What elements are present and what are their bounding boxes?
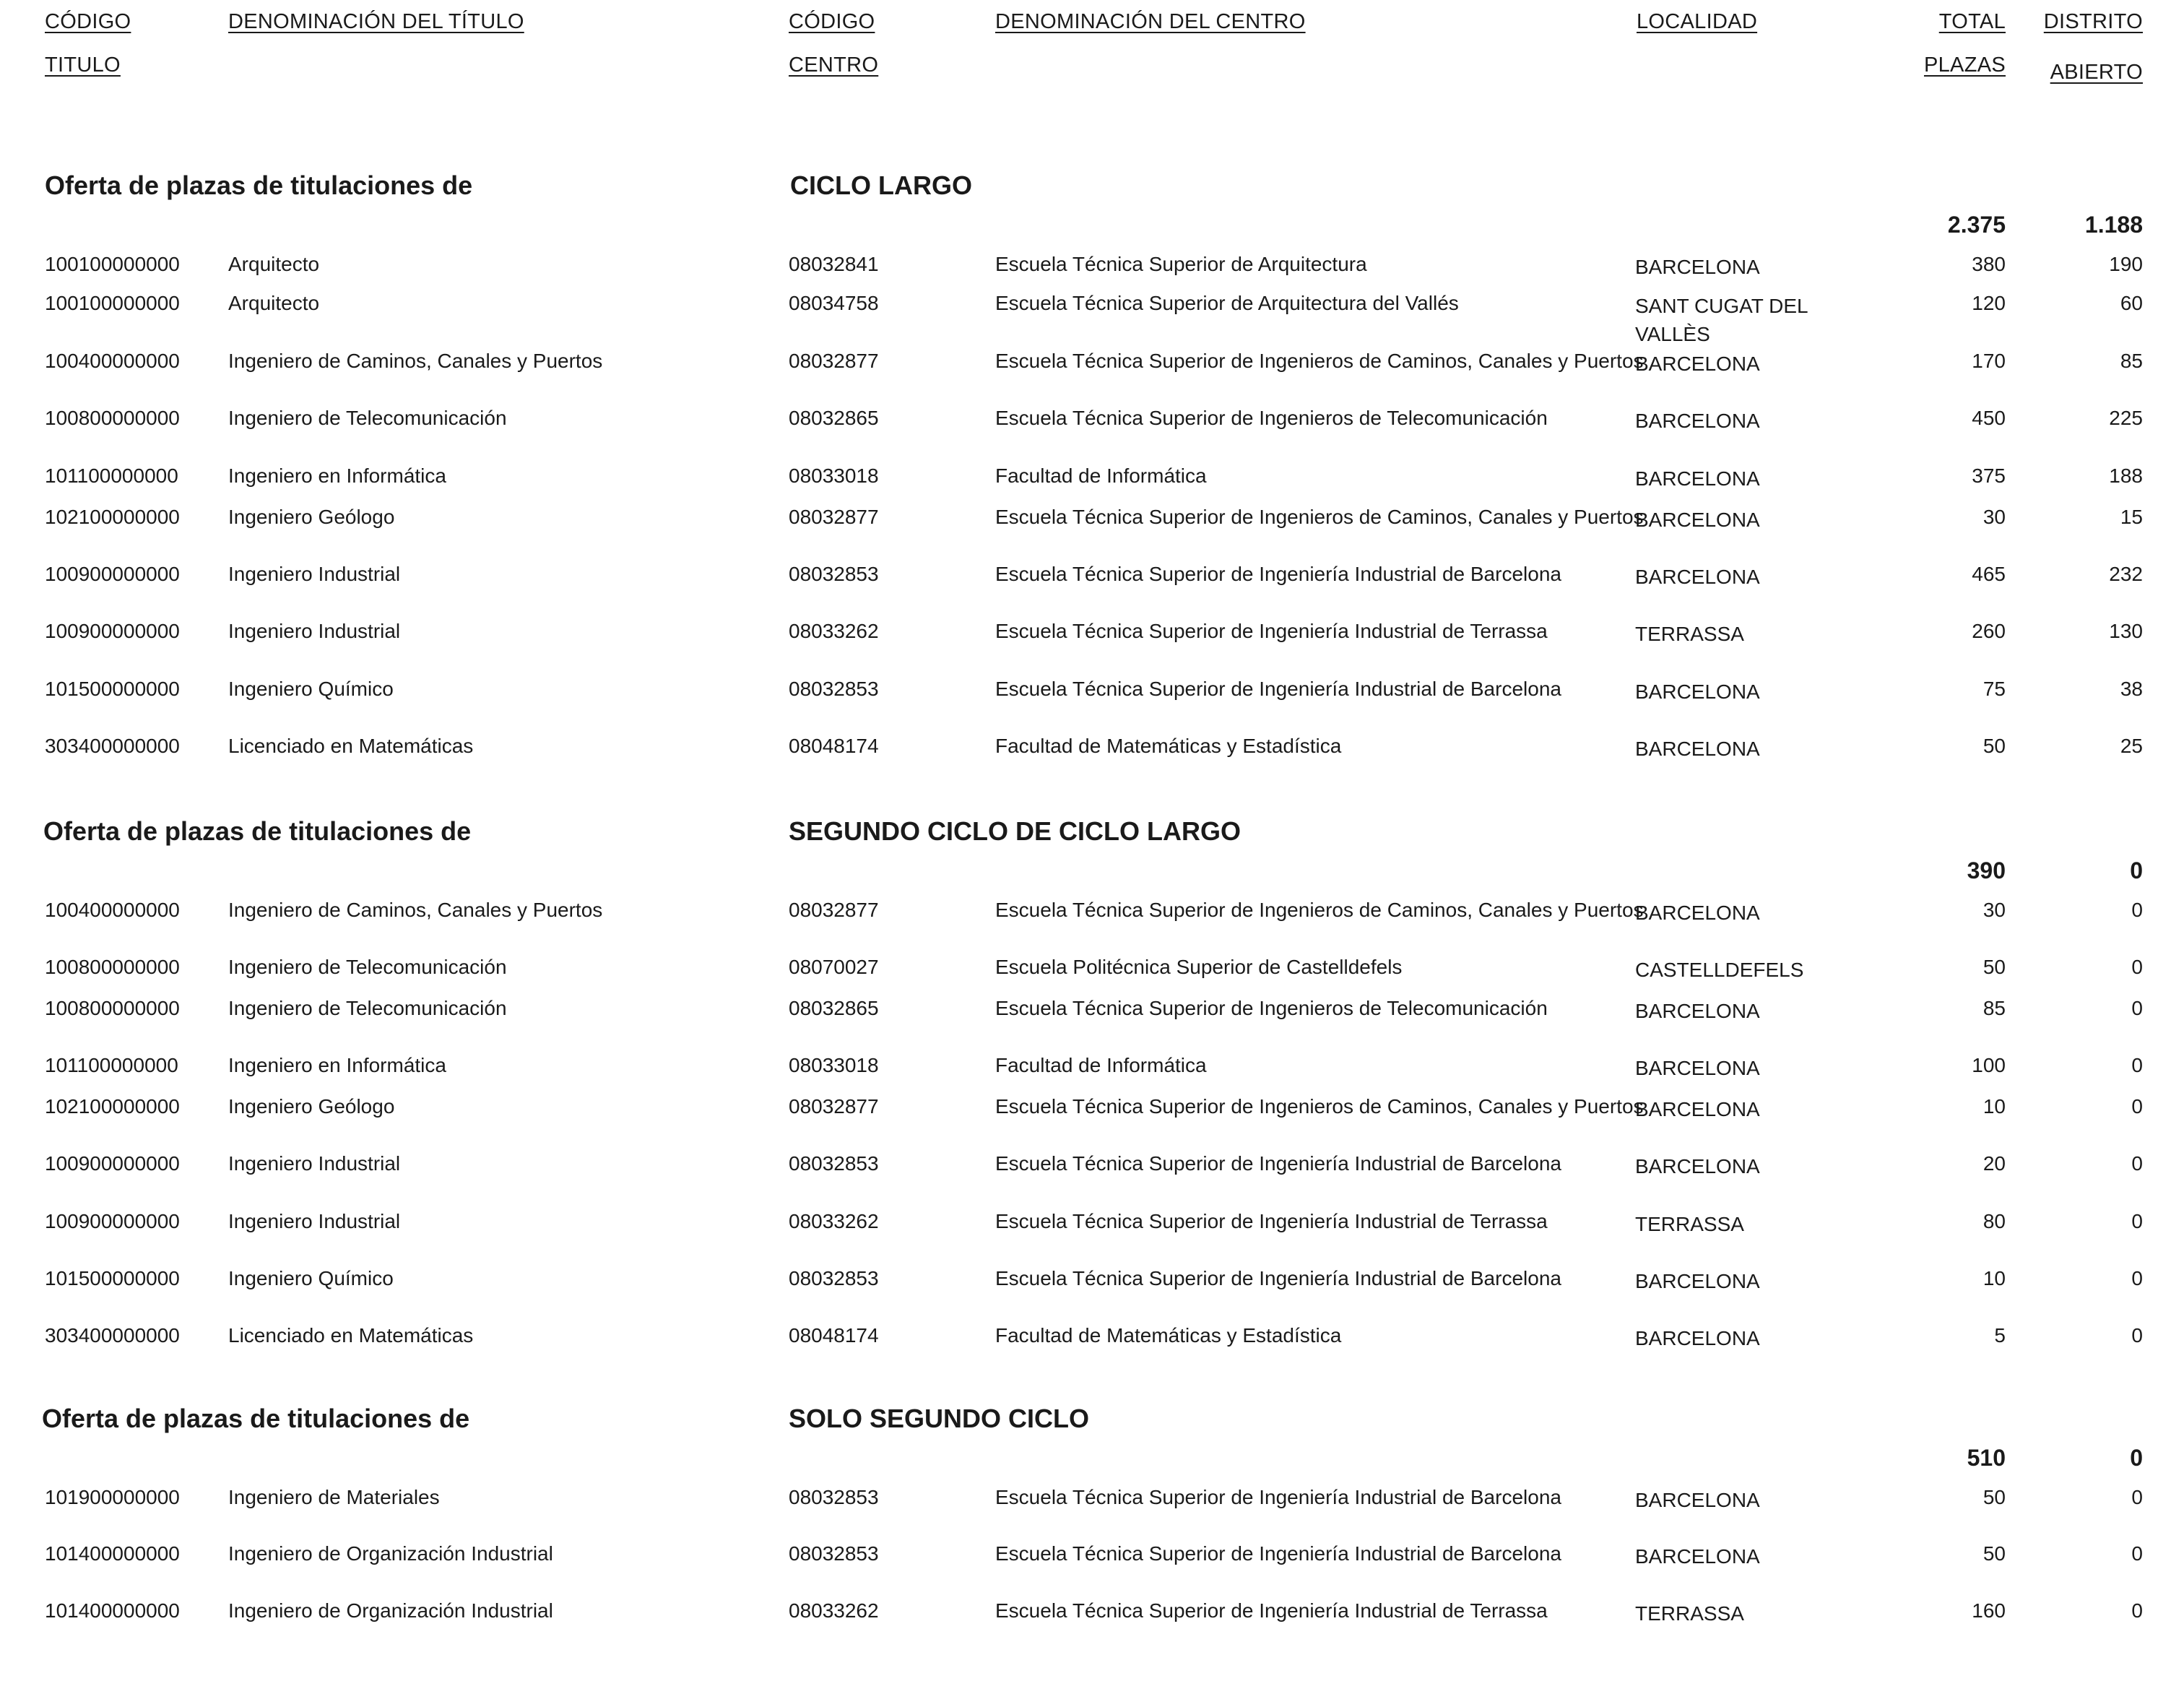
row-locality: BARCELONA	[1635, 1489, 1760, 1511]
row-distrito-abierto: 0	[2131, 1542, 2143, 1565]
row-degree-title: Ingeniero de Materiales	[228, 1486, 440, 1508]
row-centre-name: Escuela Técnica Superior de Ingeniería Industrial de Barcelona	[995, 1152, 1561, 1175]
row-code: 100800000000	[45, 997, 180, 1019]
row-total-plazas: 465	[1972, 563, 2006, 585]
row-centre-name: Facultad de Informática	[995, 1054, 1207, 1076]
row-total-plazas: 380	[1972, 253, 2006, 275]
row-total-plazas: 75	[1982, 678, 2006, 700]
row-code: 102100000000	[45, 1095, 180, 1118]
row-code: 101500000000	[45, 1267, 180, 1289]
table-row	[0, 956, 2184, 996]
section-total-plazas: 390	[1967, 857, 2006, 883]
table-row	[0, 1267, 2184, 1308]
row-total-plazas: 450	[1972, 407, 2006, 429]
row-code: 100800000000	[45, 407, 180, 429]
row-centre-code: 08034758	[789, 292, 879, 314]
row-centre-name: Escuela Politécnica Superior de Castelldefels	[995, 956, 1403, 978]
header-plazas: PLAZAS	[1923, 53, 2006, 77]
table-row	[0, 1542, 2184, 1583]
row-locality: TERRASSA	[1635, 623, 1744, 645]
row-locality: BARCELONA	[1635, 1327, 1760, 1349]
table-row	[0, 1486, 2184, 1526]
table-row	[0, 1324, 2184, 1365]
row-locality: BARCELONA	[1635, 902, 1760, 924]
row-centre-code: 08032853	[789, 1542, 879, 1565]
row-code: 303400000000	[45, 735, 180, 757]
row-total-plazas: 10	[1982, 1095, 2006, 1118]
row-code: 100800000000	[45, 956, 180, 978]
section-label: Oferta de plazas de titulaciones de	[45, 170, 473, 200]
row-code: 303400000000	[45, 1324, 180, 1347]
row-distrito-abierto: 0	[2131, 1599, 2143, 1622]
row-degree-title: Ingeniero en Informática	[228, 1054, 446, 1076]
row-centre-name: Escuela Técnica Superior de Ingenieros de Caminos, Canales y Puertos	[995, 899, 1644, 921]
row-centre-code: 08032877	[789, 1095, 879, 1118]
row-degree-title: Ingeniero de Telecomunicación	[228, 956, 507, 978]
row-centre-name: Escuela Técnica Superior de Ingenieros de Caminos, Canales y Puertos	[995, 506, 1644, 528]
row-degree-title: Arquitecto	[228, 292, 320, 314]
row-centre-name: Escuela Técnica Superior de Ingeniería Industrial de Barcelona	[995, 563, 1561, 585]
row-locality: BARCELONA	[1635, 1545, 1760, 1568]
row-centre-name: Escuela Técnica Superior de Ingeniería Industrial de Barcelona	[995, 1542, 1561, 1565]
row-distrito-abierto: 0	[2131, 997, 2143, 1019]
table-row	[0, 407, 2184, 447]
row-total-plazas: 20	[1982, 1152, 2006, 1175]
row-degree-title: Ingeniero Industrial	[228, 1210, 401, 1232]
row-locality: BARCELONA	[1635, 410, 1760, 432]
table-row	[0, 350, 2184, 390]
row-total-plazas: 120	[1972, 292, 2006, 314]
row-total-plazas: 50	[1982, 956, 2006, 978]
row-code: 100900000000	[45, 1152, 180, 1175]
row-centre-name: Escuela Técnica Superior de Ingeniería Industrial de Terrassa	[995, 1210, 1548, 1232]
row-code: 100100000000	[45, 292, 180, 314]
table-row	[0, 253, 2184, 293]
row-locality: TERRASSA	[1635, 1602, 1744, 1625]
table-row	[0, 1095, 2184, 1136]
row-locality: BARCELONA	[1635, 467, 1760, 490]
row-degree-title: Ingeniero Geólogo	[228, 506, 395, 528]
row-total-plazas: 10	[1982, 1267, 2006, 1289]
row-distrito-abierto: 0	[2131, 899, 2143, 921]
row-centre-name: Escuela Técnica Superior de Ingeniería Industrial de Barcelona	[995, 1486, 1561, 1508]
row-degree-title: Ingeniero de Telecomunicación	[228, 997, 507, 1019]
row-total-plazas: 30	[1982, 899, 2006, 921]
row-degree-title: Ingeniero de Organización Industrial	[228, 1599, 553, 1622]
row-degree-title: Ingeniero en Informática	[228, 464, 446, 487]
row-code: 101500000000	[45, 678, 180, 700]
row-distrito-abierto: 0	[2131, 1095, 2143, 1118]
row-locality: TERRASSA	[1635, 1213, 1744, 1235]
row-degree-title: Ingeniero Químico	[228, 678, 394, 700]
row-centre-code: 08032853	[789, 1486, 879, 1508]
row-distrito-abierto: 188	[2109, 464, 2143, 487]
row-locality: BARCELONA	[1635, 680, 1760, 703]
row-code: 100900000000	[45, 1210, 180, 1232]
row-centre-name: Escuela Técnica Superior de Ingeniería Industrial de Terrassa	[995, 1599, 1548, 1622]
row-code: 100900000000	[45, 620, 180, 642]
table-row	[0, 735, 2184, 775]
row-distrito-abierto: 25	[2120, 735, 2143, 757]
row-total-plazas: 160	[1972, 1599, 2006, 1622]
row-distrito-abierto: 0	[2131, 1486, 2143, 1508]
row-centre-code: 08032853	[789, 1267, 879, 1289]
row-degree-title: Arquitecto	[228, 253, 320, 275]
row-degree-title: Ingeniero Industrial	[228, 1152, 401, 1175]
row-degree-title: Ingeniero Industrial	[228, 563, 401, 585]
row-centre-name: Escuela Técnica Superior de Ingeniería Industrial de Terrassa	[995, 620, 1548, 642]
row-total-plazas: 30	[1982, 506, 2006, 528]
row-centre-name: Escuela Técnica Superior de Ingenieros de Caminos, Canales y Puertos	[995, 1095, 1644, 1118]
row-centre-code: 08048174	[789, 735, 879, 757]
row-total-plazas: 85	[1982, 997, 2006, 1019]
row-locality: CASTELLDEFELS	[1635, 959, 1804, 981]
row-locality: SANT CUGAT DEL VALLÈS	[1635, 295, 1808, 345]
header-localidad: LOCALIDAD	[1637, 10, 1758, 33]
row-centre-name: Escuela Técnica Superior de Ingenieros de Caminos, Canales y Puertos	[995, 350, 1644, 372]
row-centre-name: Escuela Técnica Superior de Ingenieros de Telecomunicación	[995, 407, 1548, 429]
section-total-distrito: 0	[2130, 1445, 2143, 1471]
row-centre-code: 08032865	[789, 997, 879, 1019]
row-distrito-abierto: 232	[2109, 563, 2143, 585]
row-centre-code: 08032877	[789, 899, 879, 921]
section-type: SEGUNDO CICLO DE CICLO LARGO	[789, 816, 1242, 846]
row-degree-title: Licenciado en Matemáticas	[228, 735, 474, 757]
row-degree-title: Ingeniero de Telecomunicación	[228, 407, 507, 429]
row-centre-code: 08033018	[789, 464, 879, 487]
table-row	[0, 292, 2184, 345]
row-total-plazas: 80	[1982, 1210, 2006, 1232]
section-type: CICLO LARGO	[790, 170, 972, 200]
header-denominacion-centro: DENOMINACIÓN DEL CENTRO	[995, 10, 1306, 33]
table-row	[0, 506, 2184, 546]
table-row	[0, 620, 2184, 660]
row-distrito-abierto: 190	[2109, 253, 2143, 275]
row-centre-code: 08033262	[789, 1210, 879, 1232]
header-total: TOTAL	[1938, 10, 2006, 33]
row-distrito-abierto: 0	[2131, 1324, 2143, 1347]
row-total-plazas: 375	[1972, 464, 2006, 487]
row-code: 100100000000	[45, 253, 180, 275]
row-degree-title: Licenciado en Matemáticas	[228, 1324, 474, 1347]
row-centre-code: 08033262	[789, 620, 879, 642]
row-centre-code: 08048174	[789, 1324, 879, 1347]
table-row	[0, 1210, 2184, 1250]
header-denominacion-titulo: DENOMINACIÓN DEL TÍTULO	[228, 10, 524, 33]
section-label: Oferta de plazas de titulaciones de	[42, 1404, 470, 1433]
row-distrito-abierto: 15	[2120, 506, 2143, 528]
row-distrito-abierto: 0	[2131, 1210, 2143, 1232]
row-locality: BARCELONA	[1635, 509, 1760, 531]
row-distrito-abierto: 60	[2120, 292, 2143, 314]
table-row	[0, 563, 2184, 603]
table-row	[0, 1054, 2184, 1094]
header-centro: CENTRO	[789, 53, 879, 77]
row-centre-code: 08032841	[789, 253, 879, 275]
row-total-plazas: 100	[1972, 1054, 2006, 1076]
section-total-distrito: 1.188	[2084, 212, 2143, 238]
row-code: 100400000000	[45, 350, 180, 372]
row-centre-name: Escuela Técnica Superior de Arquitectura	[995, 253, 1367, 275]
row-total-plazas: 50	[1982, 1542, 2006, 1565]
row-centre-code: 08032865	[789, 407, 879, 429]
row-centre-code: 08032853	[789, 1152, 879, 1175]
row-code: 101400000000	[45, 1599, 180, 1622]
row-centre-code: 08032877	[789, 506, 879, 528]
row-centre-name: Escuela Técnica Superior de Ingenieros de Telecomunicación	[995, 997, 1548, 1019]
row-locality: BARCELONA	[1635, 1000, 1760, 1022]
row-degree-title: Ingeniero Geólogo	[228, 1095, 395, 1118]
row-distrito-abierto: 130	[2109, 620, 2143, 642]
row-degree-title: Ingeniero Químico	[228, 1267, 394, 1289]
row-distrito-abierto: 0	[2131, 1267, 2143, 1289]
row-total-plazas: 50	[1982, 735, 2006, 757]
row-centre-name: Facultad de Informática	[995, 464, 1207, 487]
section-total-distrito: 0	[2130, 857, 2143, 883]
row-locality: BARCELONA	[1635, 1098, 1760, 1120]
row-total-plazas: 260	[1972, 620, 2006, 642]
table-row	[0, 678, 2184, 718]
row-centre-code: 08032853	[789, 563, 879, 585]
table-row	[0, 1599, 2184, 1640]
row-locality: BARCELONA	[1635, 738, 1760, 760]
section-type: SOLO SEGUNDO CICLO	[789, 1404, 1090, 1433]
row-centre-code: 08032877	[789, 350, 879, 372]
header-titulo: TITULO	[45, 53, 121, 77]
row-distrito-abierto: 0	[2131, 956, 2143, 978]
row-degree-title: Ingeniero Industrial	[228, 620, 401, 642]
row-centre-name: Escuela Técnica Superior de Ingeniería Industrial de Barcelona	[995, 678, 1561, 700]
header-distrito: DISTRITO	[2043, 10, 2143, 33]
table-row	[0, 899, 2184, 939]
section-total-plazas: 2.375	[1947, 212, 2006, 238]
row-total-plazas: 170	[1972, 350, 2006, 372]
row-distrito-abierto: 225	[2109, 407, 2143, 429]
row-distrito-abierto: 0	[2131, 1152, 2143, 1175]
row-locality: BARCELONA	[1635, 256, 1760, 278]
row-degree-title: Ingeniero de Caminos, Canales y Puertos	[228, 899, 603, 921]
row-code: 101900000000	[45, 1486, 180, 1508]
row-centre-code: 08032853	[789, 678, 879, 700]
row-code: 101100000000	[45, 1054, 178, 1076]
row-centre-name: Escuela Técnica Superior de Arquitectura del Vallés	[995, 292, 1459, 314]
row-degree-title: Ingeniero de Organización Industrial	[228, 1542, 553, 1565]
row-centre-name: Facultad de Matemáticas y Estadística	[995, 1324, 1342, 1347]
row-locality: BARCELONA	[1635, 353, 1760, 375]
row-code: 101400000000	[45, 1542, 180, 1565]
row-centre-code: 08070027	[789, 956, 879, 978]
row-locality: BARCELONA	[1635, 1057, 1760, 1079]
table-row	[0, 464, 2184, 505]
section-label: Oferta de plazas de titulaciones de	[43, 816, 472, 846]
header-abierto: ABIERTO	[2050, 61, 2143, 84]
row-distrito-abierto: 85	[2120, 350, 2143, 372]
row-distrito-abierto: 38	[2120, 678, 2143, 700]
table-row	[0, 997, 2184, 1037]
row-locality: BARCELONA	[1635, 566, 1760, 588]
row-total-plazas: 50	[1982, 1486, 2006, 1508]
row-centre-code: 08033018	[789, 1054, 879, 1076]
row-centre-name: Facultad de Matemáticas y Estadística	[995, 735, 1342, 757]
row-code: 101100000000	[45, 464, 178, 487]
table-row	[0, 1152, 2184, 1193]
row-distrito-abierto: 0	[2131, 1054, 2143, 1076]
row-total-plazas: 5	[1994, 1324, 2006, 1347]
section-total-plazas: 510	[1967, 1445, 2006, 1471]
row-centre-name: Escuela Técnica Superior de Ingeniería Industrial de Barcelona	[995, 1267, 1561, 1289]
row-code: 100400000000	[45, 899, 180, 921]
header-codigo-centro: CÓDIGO	[789, 10, 875, 33]
row-locality: BARCELONA	[1635, 1155, 1760, 1177]
row-locality: BARCELONA	[1635, 1270, 1760, 1292]
row-code: 100900000000	[45, 563, 180, 585]
row-degree-title: Ingeniero de Caminos, Canales y Puertos	[228, 350, 603, 372]
row-centre-code: 08033262	[789, 1599, 879, 1622]
header-codigo-titulo: CÓDIGO	[45, 10, 131, 33]
row-code: 102100000000	[45, 506, 180, 528]
